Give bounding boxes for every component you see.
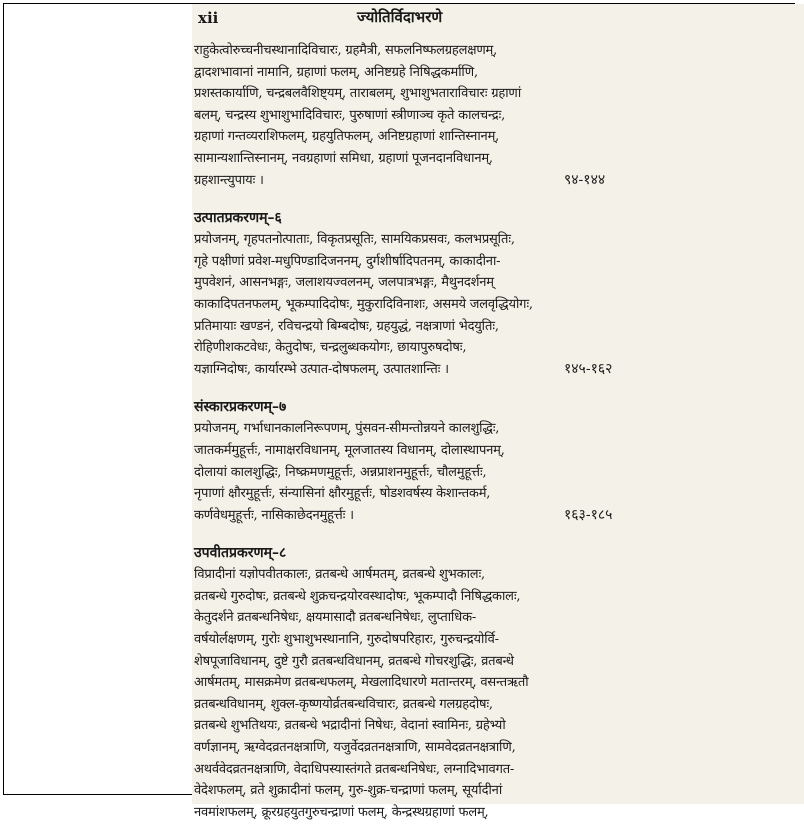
contents-line: मुपवेशनं, आसनभङ्गः, जलाशयज्वलनम्, जलपात्रभङ्गः, मैथुनदर्शनम्: [194, 275, 494, 291]
contents-line: प्रतिमायाः खण्डनं, रविचन्द्रयो बिम्बदोषः, ग्रहयुद्धं, नक्षत्राणां भेदयुतिः,: [194, 318, 499, 334]
contents-line: प्रशस्तकार्याणि, चन्द्रबलवैशिष्ट्यम्, ताराबलम्, शुभाशुभताराविचारः ग्रहाणां: [194, 86, 521, 102]
book-page: [192, 4, 804, 820]
contents-line: काकादिपतनफलम्, भूकम्पादिदोषः, मुकुरादिविनाशः, असमये जलवृद्धियोगः,: [194, 296, 533, 312]
contents-line: नृपाणां क्षौरमुहूर्त्तः, संन्यासिनां क्षौरमुहूर्त्तः, षोडशवर्षस्य केशान्तकर्म,: [194, 486, 491, 502]
image-frame: [3, 3, 795, 820]
contents-section: [194, 40, 794, 191]
page-range: १६३-१८५: [564, 506, 613, 523]
page-number: xii: [198, 9, 219, 27]
contents-line: जातकर्ममुहूर्त्तः, नामाक्षरविधानम्, मूलजातस्य विधानम्, दोलास्थापनम्,: [194, 442, 505, 458]
contents-section: [194, 207, 794, 380]
contents-section: [194, 542, 794, 823]
contents-line: प्रयोजनम्, गृहपतनोत्पाताः, विकृतप्रसूतिः, सामयिकप्रसवः, कलभप्रसूतिः,: [194, 232, 515, 248]
contents-body: [194, 40, 794, 839]
page-range: ९४-१४४: [564, 171, 606, 188]
contents-line: रोहिणीशकटवेधः, केतुदोषः, चन्द्रलुब्धकयोगः, छायापुरुषदोषः,: [194, 340, 467, 356]
contents-line: व्रतबन्धविधानम्, शुक्ल-कृष्णयोर्व्रतबन्धविचारः, व्रतबन्धे गलग्रहदोषः,: [194, 696, 493, 712]
page-header: [192, 7, 752, 35]
contents-line: कर्णवेधमुहूर्त्तः, नासिकाछेदनमुहूर्त्तः ।: [194, 507, 354, 523]
contents-line: शेषपूजाविधानम्, दुष्टे गुरौ व्रतबन्धविधानम्, व्रतबन्धे गोचरशुद्धिः, व्रतबन्धे: [194, 653, 514, 669]
contents-line: वर्षयोर्लक्षणम्, गुरोः शुभाशुभस्थानानि, गुरुदोषपरिहारः, गुरुचन्द्रयोर्वि-: [194, 632, 499, 648]
contents-line: व्रतबन्धे शुभतिथयः, व्रतबन्धे भद्रादीनां निषेधः, वेदानां स्वामिनः, ग्रहेभ्यो: [194, 718, 506, 734]
contents-line: वेदेशफलम्, व्रते शुक्रादीनां फलम्, गुरु-शुक्र-चन्द्राणां फलम्, सूर्यादीनां: [194, 783, 503, 799]
contents-line: ग्रहाणां गन्तव्यराशिफलम्, ग्रहयुतिफलम्, अनिष्टग्रहाणां शान्तिस्नानम्,: [194, 129, 500, 145]
contents-line: द्वादशभावानां नामानि, ग्रहाणां फलम्, अनिष्टग्रहे निषिद्धकर्माणि,: [194, 64, 478, 80]
contents-section: [194, 396, 794, 526]
contents-line: प्रयोजनम्, गर्भाधानकालनिरूपणम्, पुंसवन-सीमन्तोन्नयने कालशुद्धिः,: [194, 421, 500, 437]
contents-line: नवमांशफलम्, क्रूरग्रहयुतगुरुचन्द्राणां फलम्, केन्द्रस्थग्रहाणां फलम्,: [194, 804, 489, 820]
contents-line: आर्षमतम्, मासक्रमेण व्रतबन्धफलम्, मेखलादिधारणे मतान्तरम्, वसन्तऋतौ: [194, 675, 529, 691]
contents-line: सामान्यशान्तिस्नानम्, नवग्रहाणां समिधा, ग्रहाणां पूजनदानविधानम्,: [194, 150, 493, 166]
contents-line: व्रतबन्धे गुरुदोषः, व्रतबन्धे शुक्रचन्द्रयोरवस्थादोषः, भूकम्पादौ निषिद्धकालः,: [194, 588, 521, 604]
contents-line: यज्ञाग्निदोषः, कार्यारम्भे उत्पात-दोषफलम्, उत्पातशान्तिः ।: [194, 361, 449, 377]
contents-line: ग्रहशान्त्युपायः ।: [194, 172, 264, 188]
contents-line: राहुकेत्वोरुच्चनीचस्थानादिविचारः, ग्रहमैत्री, सफलनिष्फलग्रहलक्षणम्,: [194, 43, 498, 58]
contents-line: बलम्, चन्द्रस्य शुभाशुभादिविचारः, पुरुषाणां स्त्रीणाञ्च कृते कालचन्द्रः,: [194, 107, 506, 123]
section-title: उत्पातप्रकरणम्–६: [194, 210, 282, 227]
contents-line: वर्णज्ञानम्, ऋग्वेदव्रतनक्षत्राणि, यजुर्वेदव्रतनक्षत्राणि, सामवेदव्रतनक्षत्राणि,: [194, 740, 516, 756]
contents-line: अथर्ववेदव्रतनक्षत्राणि, वेदाधिपस्यास्तंगते व्रतबन्धनिषेधः, लग्नादिभावगत-: [194, 761, 515, 777]
section-title: उपवीतप्रकरणम्–८: [194, 545, 287, 562]
contents-line: केतुदर्शने व्रतबन्धनिषेधः, क्षयमासादौ व्रतबन्धनिषेधः, लुप्ताधिक-: [194, 610, 477, 626]
contents-line: विप्रादीनां यज्ञोपवीतकालः, व्रतबन्धे आर्षमतम्, व्रतबन्धे शुभकालः,: [194, 567, 485, 583]
contents-line: दोलायां कालशुद्धिः, निष्क्रमणमुहूर्त्तः, अन्नप्राशनमुहूर्त्तः, चौलमुहूर्त्तः,: [194, 464, 487, 480]
contents-line: गृहे पक्षीणां प्रवेश-मधुपिण्डादिजननम्, दुर्गशीर्षादिपतनम्, काकादीना-: [194, 253, 501, 269]
section-title: संस्कारप्रकरणम्–७: [194, 399, 287, 416]
page-range: १४५-१६२: [564, 360, 613, 377]
running-title: ज्योतिर्विदाभरणे: [357, 8, 443, 26]
